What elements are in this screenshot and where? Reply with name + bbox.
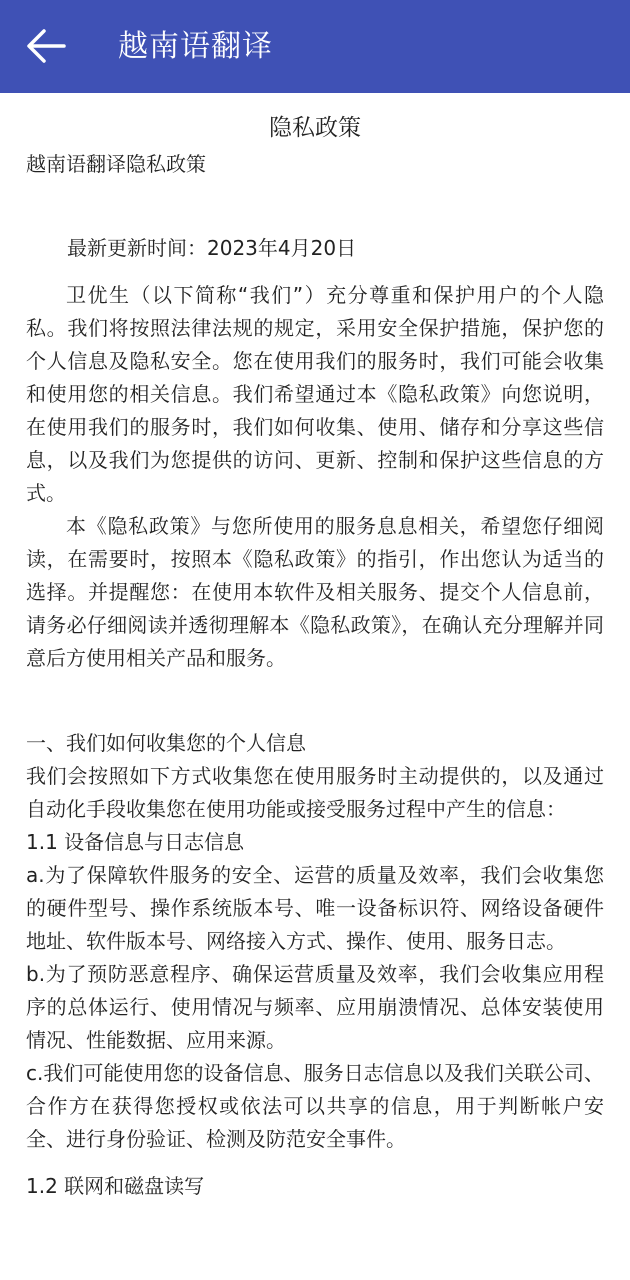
section-1-1-heading: 1.1 设备信息与日志信息: [26, 830, 245, 854]
policy-title: 隐私政策: [269, 115, 361, 141]
privacy-policy-content[interactable]: [0, 93, 630, 1280]
arrow-left-icon: [24, 26, 68, 66]
intro-paragraph-2: 本《隐私政策》与您所使用的服务息息相关，希望您仔细阅读，在需要时，按照本《隐私政策》的指引，作出您认为适当的选择。并提醒您：在使用本软件及相关服务、提交个人信息前，请务必仔细阅读并透彻理解本《隐私政策》，在确认充分理解并同意后方使用相关产品和服务。: [26, 514, 604, 670]
section-1-heading: 一、我们如何收集您的个人信息: [26, 731, 306, 755]
app-bar: [0, 0, 630, 93]
section-1-intro: 我们会按照如下方式收集您在使用服务时主动提供的，以及通过自动化手段收集您在使用功能或接受服务过程中产生的信息：: [26, 764, 604, 821]
list-item-b: b.为了预防恶意程序、确保运营质量及效率，我们会收集应用程序的总体运行、使用情况与频率、应用崩溃情况、总体安装使用情况、性能数据、应用来源。: [26, 962, 604, 1052]
updated-date: 最新更新时间：2023年4月20日: [67, 236, 357, 260]
list-item-c: c.我们可能使用您的设备信息、服务日志信息以及我们关联公司、合作方在获得您授权或依法可以共享的信息，用于判断帐户安全、进行身份验证、检测及防范安全事件。: [26, 1061, 604, 1151]
section-1-2-heading: 1.2 联网和磁盘读写: [26, 1174, 205, 1198]
back-button[interactable]: [22, 24, 70, 68]
policy-subtitle: 越南语翻译隐私政策: [26, 152, 206, 176]
intro-paragraph-1: 卫优生（以下简称“我们”）充分尊重和保护用户的个人隐私。我们将按照法律法规的规定，采用安全保护措施，保护您的个人信息及隐私安全。您在使用我们的服务时，我们可能会收集和使用您的相关信息。我们希望通过本《隐私政策》向您说明，在使用我们的服务时，我们如何收集、使用、储存和分享这些信息，以及我们为您提供的访问、更新、控制和保护这些信息的方式。: [26, 283, 604, 505]
app-title: 越南语翻译: [118, 29, 273, 64]
list-item-a: a.为了保障软件服务的安全、运营的质量及效率，我们会收集您的硬件型号、操作系统版本号、唯一设备标识符、网络设备硬件地址、软件版本号、网络接入方式、操作、使用、服务日志。: [26, 863, 604, 953]
